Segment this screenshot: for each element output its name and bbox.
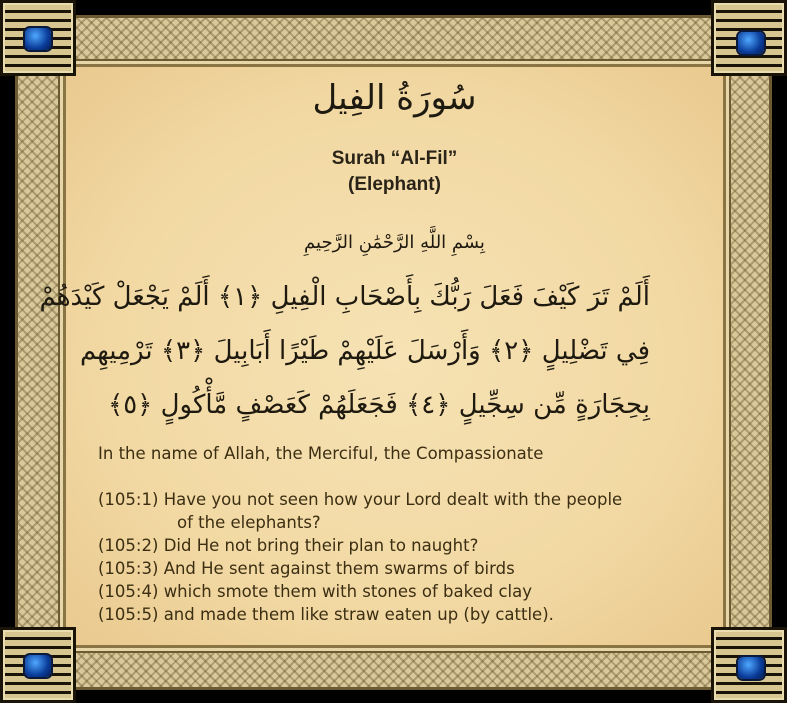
verse-text: Did He not bring their plan to naught?: [163, 536, 479, 555]
verse-4: [98, 580, 622, 603]
gem-icon: [25, 28, 51, 50]
translation: [98, 442, 622, 626]
verse-ref: (105:3): [98, 559, 159, 578]
arabic-line: أَلَمْ تَرَ كَيْفَ فَعَلَ رَبُّكَ بِأَصْحَابِ الْفِيلِ ﴿١﴾ أَلَمْ يَجْعَلْ كَيْدَهُمْ: [39, 282, 650, 312]
surah-subtitle: (Elephant): [348, 174, 441, 195]
surah-title-arabic: سُورَةُ الفِيل: [312, 78, 477, 118]
verse-1-continuation: of the elephants?: [177, 513, 321, 532]
verse-text: Have you not seen how your Lord dealt with the people: [163, 490, 623, 509]
corner-ornament-top-right: [711, 0, 787, 76]
verse-ref: (105:2): [98, 536, 159, 555]
verse-ref: (105:5): [98, 605, 159, 624]
arabic-line: فِي تَضْلِيلٍ ﴿٢﴾ وَأَرْسَلَ عَلَيْهِمْ طَيْرًا أَبَابِيلَ ﴿٣﴾ تَرْمِيهِم: [79, 336, 650, 366]
gem-icon: [25, 655, 51, 677]
corner-ornament-top-left: [0, 0, 76, 76]
corner-ornament-bottom-right: [711, 627, 787, 703]
surah-title-english: [66, 146, 723, 198]
verse-text: And He sent against them swarms of birds: [163, 559, 515, 578]
arabic-verses: [39, 270, 650, 432]
verse-text: which smote them with stones of baked clay: [163, 582, 532, 601]
verse-3: [98, 557, 622, 580]
verse-1: [98, 488, 622, 511]
verse-text: and made them like straw eaten up (by cattle).: [163, 605, 554, 624]
verse-5: [98, 603, 622, 626]
gem-icon: [738, 32, 764, 54]
verse-2: [98, 534, 622, 557]
surah-name: Surah “Al-Fil”: [331, 148, 458, 169]
gem-icon: [738, 657, 764, 679]
verse-ref: (105:1): [98, 490, 159, 509]
bismillah-arabic: بِسْمِ اللَّهِ الرَّحْمَٰنِ الرَّحِيمِ: [304, 232, 485, 253]
bismillah-translation: In the name of Allah, the Merciful, the Compassionate: [98, 444, 544, 463]
corner-ornament-bottom-left: [0, 627, 76, 703]
verse-ref: (105:4): [98, 582, 159, 601]
arabic-line: بِحِجَارَةٍ مِّن سِجِّيلٍ ﴿٤﴾ فَجَعَلَهُمْ كَعَصْفٍ مَّأْكُولٍ ﴿٥﴾: [107, 390, 650, 420]
